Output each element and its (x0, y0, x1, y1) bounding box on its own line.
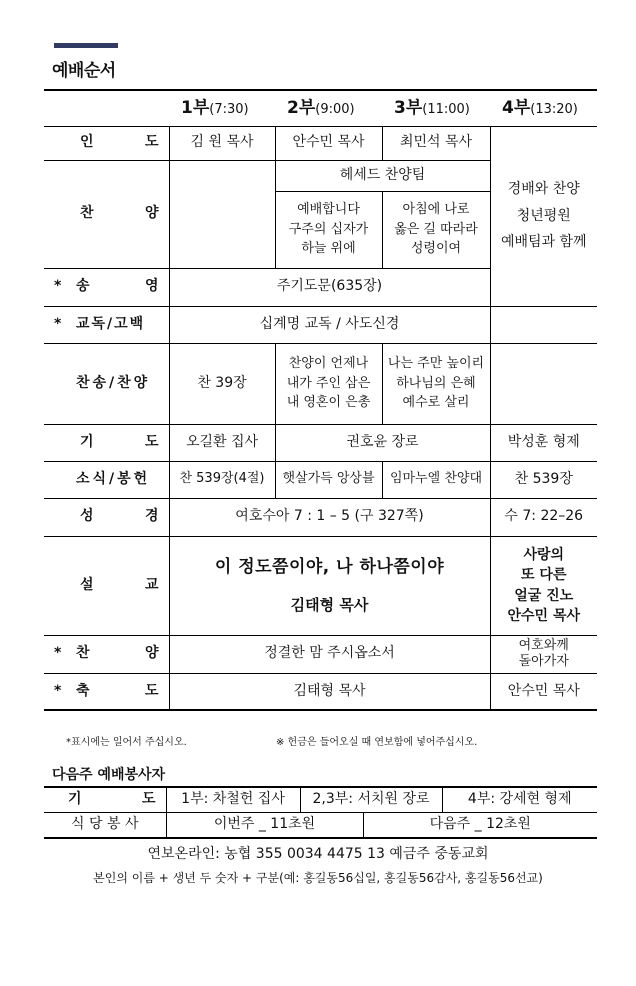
sermon (169, 536, 490, 635)
next-prayer-1: 1부: 차철헌 집사 (166, 787, 300, 813)
invocation-2: 안수민 목사 (275, 126, 382, 160)
kitchen-this-week: 이번주 _ 11초원 (166, 813, 363, 839)
doxology: 주기도문(635장) (169, 268, 490, 306)
service4-worship: 경배와 찬양 청년평원 예배팀과 함께 (490, 126, 597, 306)
song-1: 찬 39장 (169, 343, 275, 424)
service-4: 4부(13:20) (490, 90, 597, 126)
kitchen-next-week: 다음주 _ 12초원 (363, 813, 597, 839)
scripture-row: 성 경 여호수아 7 : 1 – 5 (구 327쪽) 수 7: 22–26 (44, 498, 597, 536)
account-note: 본인의 이름 + 생년 두 숫자 + 구분(예: 홍길동56십일, 홍길동56감사, 홍길동56선교) (93, 871, 543, 885)
news-3: 임마누엘 찬양대 (382, 461, 490, 498)
next-prayer-23: 2,3부: 서치원 장로 (300, 787, 442, 813)
creed: 십계명 교독 / 사도신경 (169, 306, 490, 343)
title-accent-bar (54, 43, 118, 48)
song-3: 나는 주만 높이리 하나님의 은혜 예수로 살리 (382, 343, 490, 424)
prayer-1: 오길환 집사 (169, 424, 275, 461)
benediction-4: 안수민 목사 (490, 673, 597, 710)
song-2: 찬양이 언제나 내가 주인 삼은 내 영혼이 은총 (275, 343, 382, 424)
hymn-3: 아침에 나로 옳은 길 따라라 성령이여 (382, 191, 490, 268)
hymn-team: 헤세드 찬양팀 (275, 160, 490, 191)
scripture: 여호수아 7 : 1 – 5 (구 327쪽) (169, 498, 490, 536)
creed-row: * 교독/고백 십계명 교독 / 사도신경 (44, 306, 597, 343)
stand-note: *표시에는 일어서 주십시오. (66, 737, 187, 748)
service-1: 1부(7:30) (169, 90, 275, 126)
sermon-4: 사랑의 또 다른 얼굴 진노 안수민 목사 (490, 536, 597, 635)
hymn2-4: 여호와께 돌아가자 (490, 635, 597, 673)
news-row: 소식/봉헌 찬 539장(4절) 햇살가득 앙상블 임마누엘 찬양대 찬 539장 (44, 461, 597, 498)
invocation-row: 인 도 김 원 목사 안수민 목사 최민석 목사 경배와 찬양 청년평원 예배팀과 함께 (44, 126, 597, 160)
news-1: 찬 539장(4절) (169, 461, 275, 498)
next-week-title: 다음주 예배봉사자 (52, 767, 166, 783)
page-title: 예배순서 (52, 61, 116, 81)
invocation-1: 김 원 목사 (169, 126, 275, 160)
scripture-4: 수 7: 22–26 (490, 498, 597, 536)
hymn2-row: * 찬 양 정결한 맘 주시옵소서 여호와께 돌아가자 (44, 635, 597, 673)
next-kitchen-row (44, 813, 597, 839)
doxology-row: * 송 영 주기도문(635장) (44, 268, 597, 306)
service-3: 3부(11:00) (382, 90, 490, 126)
sermon-row: 설 교 이 정도쯤이야, 나 하나쯤이야 김태형 목사 사랑의 또 다른 얼굴 진노 안수민 목사 (44, 536, 597, 635)
news-2: 햇살가득 앙상블 (275, 461, 382, 498)
worship-order-table (44, 89, 597, 711)
next-week-table (44, 786, 597, 839)
hymn-1-empty (169, 160, 275, 268)
benediction: 김태형 목사 (169, 673, 490, 710)
sermon-title: 이 정도쯤이야, 나 하나쯤이야 (214, 556, 445, 577)
prayer-4: 박성훈 형제 (490, 424, 597, 461)
kitchen-label: 식 당 봉 사 (44, 813, 166, 839)
next-prayer-row: 기 도 1부: 차철헌 집사 2,3부: 서치원 장로 4부: 강세현 형제 (44, 787, 597, 813)
sermon-preacher: 김태형 목사 (290, 595, 369, 614)
hymn-row: 찬 양 헤세드 찬양팀 (44, 160, 597, 191)
service-2: 2부(9:00) (275, 90, 382, 126)
hymn-2: 예배합니다 구주의 십자가 하늘 위에 (275, 191, 382, 268)
prayer-23: 권호윤 장로 (275, 424, 490, 461)
news-4: 찬 539장 (490, 461, 597, 498)
hymn2: 정결한 맘 주시옵소서 (169, 635, 490, 673)
benediction-row: * 축 도 김태형 목사 안수민 목사 (44, 673, 597, 710)
service-header-row (44, 90, 597, 126)
prayer-row: 기 도 오길환 집사 권호윤 장로 박성훈 형제 (44, 424, 597, 461)
invocation-3: 최민석 목사 (382, 126, 490, 160)
account-info: 연보온라인: 농협 355 0034 4475 13 예금주 중동교회 (147, 846, 489, 862)
next-prayer-4: 4부: 강세현 형제 (442, 787, 597, 813)
song-row: 찬송/찬양 찬 39장 찬양이 언제나 내가 주인 삼은 내 영혼이 은총 나는 주만 높이리 하나님의 은혜 예수로 살리 (44, 343, 597, 424)
offering-note: ※ 헌금은 들어오실 때 연보함에 넣어주십시오. (276, 737, 478, 748)
